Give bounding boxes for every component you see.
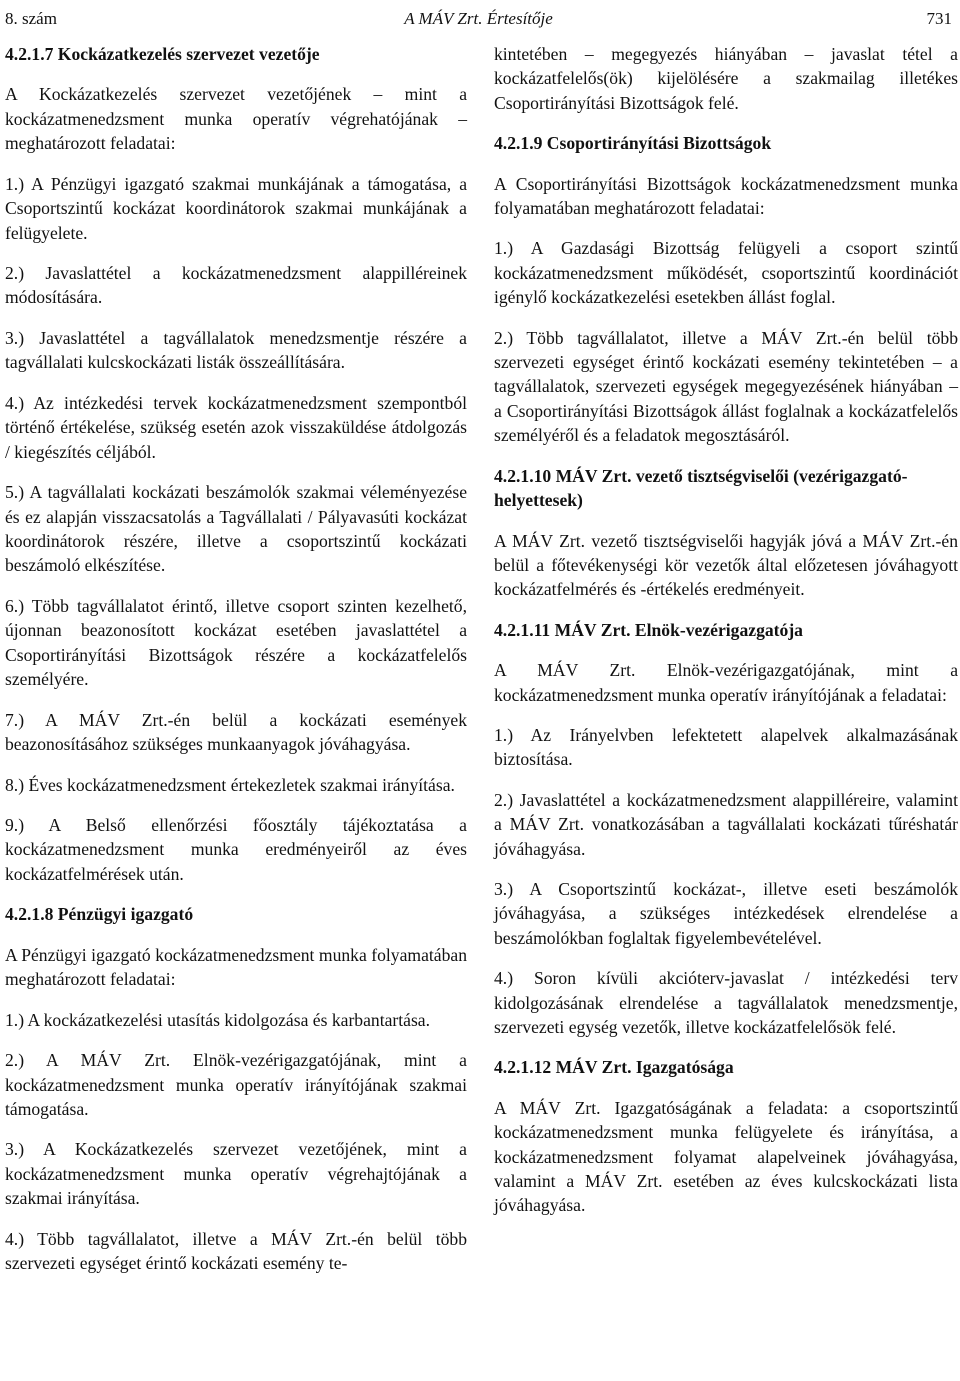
paragraph: A Csoportirányítási Bizottságok kockázatmenedzsment munka folyamatában meghatározott feladatai:: [494, 173, 958, 219]
section-heading: 4.2.1.7 Kockázatkezelés szervezet vezetője: [5, 44, 320, 64]
page-number: 731: [926, 9, 952, 28]
journal-title: A MÁV Zrt. Értesítője: [404, 9, 553, 28]
section-heading: 4.2.1.8 Pénzügyi igazgató: [5, 904, 194, 925]
paragraph: 4.) Több tagvállalatot, illetve a MÁV Zrt.-én belül több szervezeti egységet érintő kockázati esemény te-: [5, 1228, 467, 1274]
right-column: [494, 42, 958, 1234]
section-heading: 4.2.1.10 MÁV Zrt. vezető tisztségviselői (vezérigazgató-helyettesek): [494, 465, 908, 511]
section-heading: 4.2.1.11 MÁV Zrt. Elnök-vezérigazgatója: [494, 619, 803, 640]
paragraph: 2.) Több tagvállalatot, illetve a MÁV Zrt.-én belül több szervezeti egységet érintő kockázati esemény tekintetében – a tagvállalatok, szervezeti egységek megegyezésének hiányában – a Csoportirányítási Bizottságok állást foglalnak a kockázatfelelős személyéről és a feladatok megosztásáról.: [494, 327, 958, 446]
paragraph: 2.) Javaslattétel a kockázatmenedzsment alappilléreire, valamint a MÁV Zrt. vonatkozásában a tagvállalati kockázati tűréshatár jóváhagyása.: [494, 789, 958, 859]
paragraph: 4.) Az intézkedési tervek kockázatmenedzsment szempontból történő értékelése, szükség esetén azok visszaküldése átdolgozás / kiegészítés céljából.: [5, 392, 467, 462]
paragraph: 2.) A MÁV Zrt. Elnök-vezérigazgatójának, mint a kockázatmenedzsment munka operatív irányítójának szakmai támogatása.: [5, 1050, 467, 1119]
paragraph: A Pénzügyi igazgató kockázatmenedzsment munka folyamatában meghatározott feladatai:: [5, 944, 467, 990]
paragraph: 3.) A Kockázatkezelés szervezet vezetőjének, mint a kockázatmenedzsment munka operatív végrehajtójának a szakmai irányítása.: [5, 1139, 467, 1209]
paragraph: 6.) Több tagvállalatot érintő, illetve csoport szinten kezelhető, újonnan beazonosított kockázat esetében javaslattétel a Csoportirányítási Bizottságok részére a kockázatfelelős személyére.: [5, 595, 467, 690]
paragraph: 1.) Az Irányelvben lefektetett alapelvek alkalmazásának biztosítása.: [494, 724, 958, 770]
paragraph: 1.) A Gazdasági Bizottság felügyeli a csoport szintű kockázatmenedzsment működését, csoportszintű koordinációt igénylő kockázatkezelési esetekben állást foglal.: [494, 238, 958, 308]
paragraph: 3.) A Csoportszintű kockázat-, illetve eseti beszámolók jóváhagyása, a szükséges intézkedések elrendelése a beszámolókban foglaltak figyelembevételével.: [494, 878, 958, 948]
paragraph: kintetében – megegyezés hiányában – javaslat tétel a kockázatfelelős(ök) kijelölésére a szakmailag illetékes Csoportirányítási Bizottságok felé.: [494, 44, 958, 113]
paragraph: 8.) Éves kockázatmenedzsment értekezletek szakmai irányítása.: [5, 774, 455, 795]
paragraph: 1.) A kockázatkezelési utasítás kidolgozása és karbantartása.: [5, 1009, 431, 1030]
left-column: [5, 42, 467, 1292]
paragraph: 9.) A Belső ellenőrzési főosztály tájékoztatása a kockázatmenedzsment munka eredményeiről az éves kockázatfelmérések után.: [5, 815, 467, 884]
section-heading: 4.2.1.12 MÁV Zrt. Igazgatósága: [494, 1057, 734, 1078]
paragraph: A MÁV Zrt. Igazgatóságának a feladata: a csoportszintű kockázatmenedzsment munka felügyelete és irányítása, a kockázatmenedzsment folyamat alapelveinek jóváhagyása, valamint a MÁV Zrt. esetében az éves kulcskockázati lista jóváhagyása.: [494, 1097, 958, 1216]
paragraph: 4.) Soron kívüli akcióterv-javaslat / intézkedési terv kidolgozásának elrendelése a tagvállalatok menedzsmentje, szervezeti egység vezetők, illetve kockázatfelelősök felé.: [494, 968, 958, 1037]
paragraph: 5.) A tagvállalati kockázati beszámolók szakmai véleményezése és ez alapján visszacsatolás a Tagvállalati / Pályavasúti kockázat koordinátorok részére, illetve a csoportszintű kockázati beszámoló elkészítése.: [5, 482, 467, 576]
issue-number: 8. szám: [5, 9, 57, 28]
page-header: [5, 4, 952, 34]
paragraph: 1.) A Pénzügyi igazgató szakmai munkájának a támogatása, a Csoportszintű kockázat koordinátorok szakmai munkájának a felügyelete.: [5, 173, 467, 243]
paragraph: 7.) A MÁV Zrt.-én belül a kockázati események beazonosításához szükséges munkaanyagok jóváhagyása.: [5, 709, 467, 754]
paragraph: A MÁV Zrt. Elnök-vezérigazgatójának, mint a kockázatmenedzsment munka operatív irányítójának a feladatai:: [494, 660, 958, 705]
paragraph: 3.) Javaslattétel a tagvállalatok menedzsmentje részére a tagvállalati kulcskockázati listák összeállítására.: [5, 327, 467, 373]
paragraph: A Kockázatkezelés szervezet vezetőjének – mint a kockázatmenedzsment munka operatív végrehatójának – meghatározott feladatai:: [5, 84, 467, 154]
paragraph: A MÁV Zrt. vezető tisztségviselői hagyják jóvá a MÁV Zrt.-én belül a főtevékenységi kör vezetők által előzetesen jóváhagyott kockázatfelmérés és -értékelés eredményeit.: [494, 530, 958, 600]
section-heading: 4.2.1.9 Csoportirányítási Bizottságok: [494, 133, 772, 154]
paragraph: 2.) Javaslattétel a kockázatmenedzsment alappilléreinek módosítására.: [5, 263, 467, 308]
